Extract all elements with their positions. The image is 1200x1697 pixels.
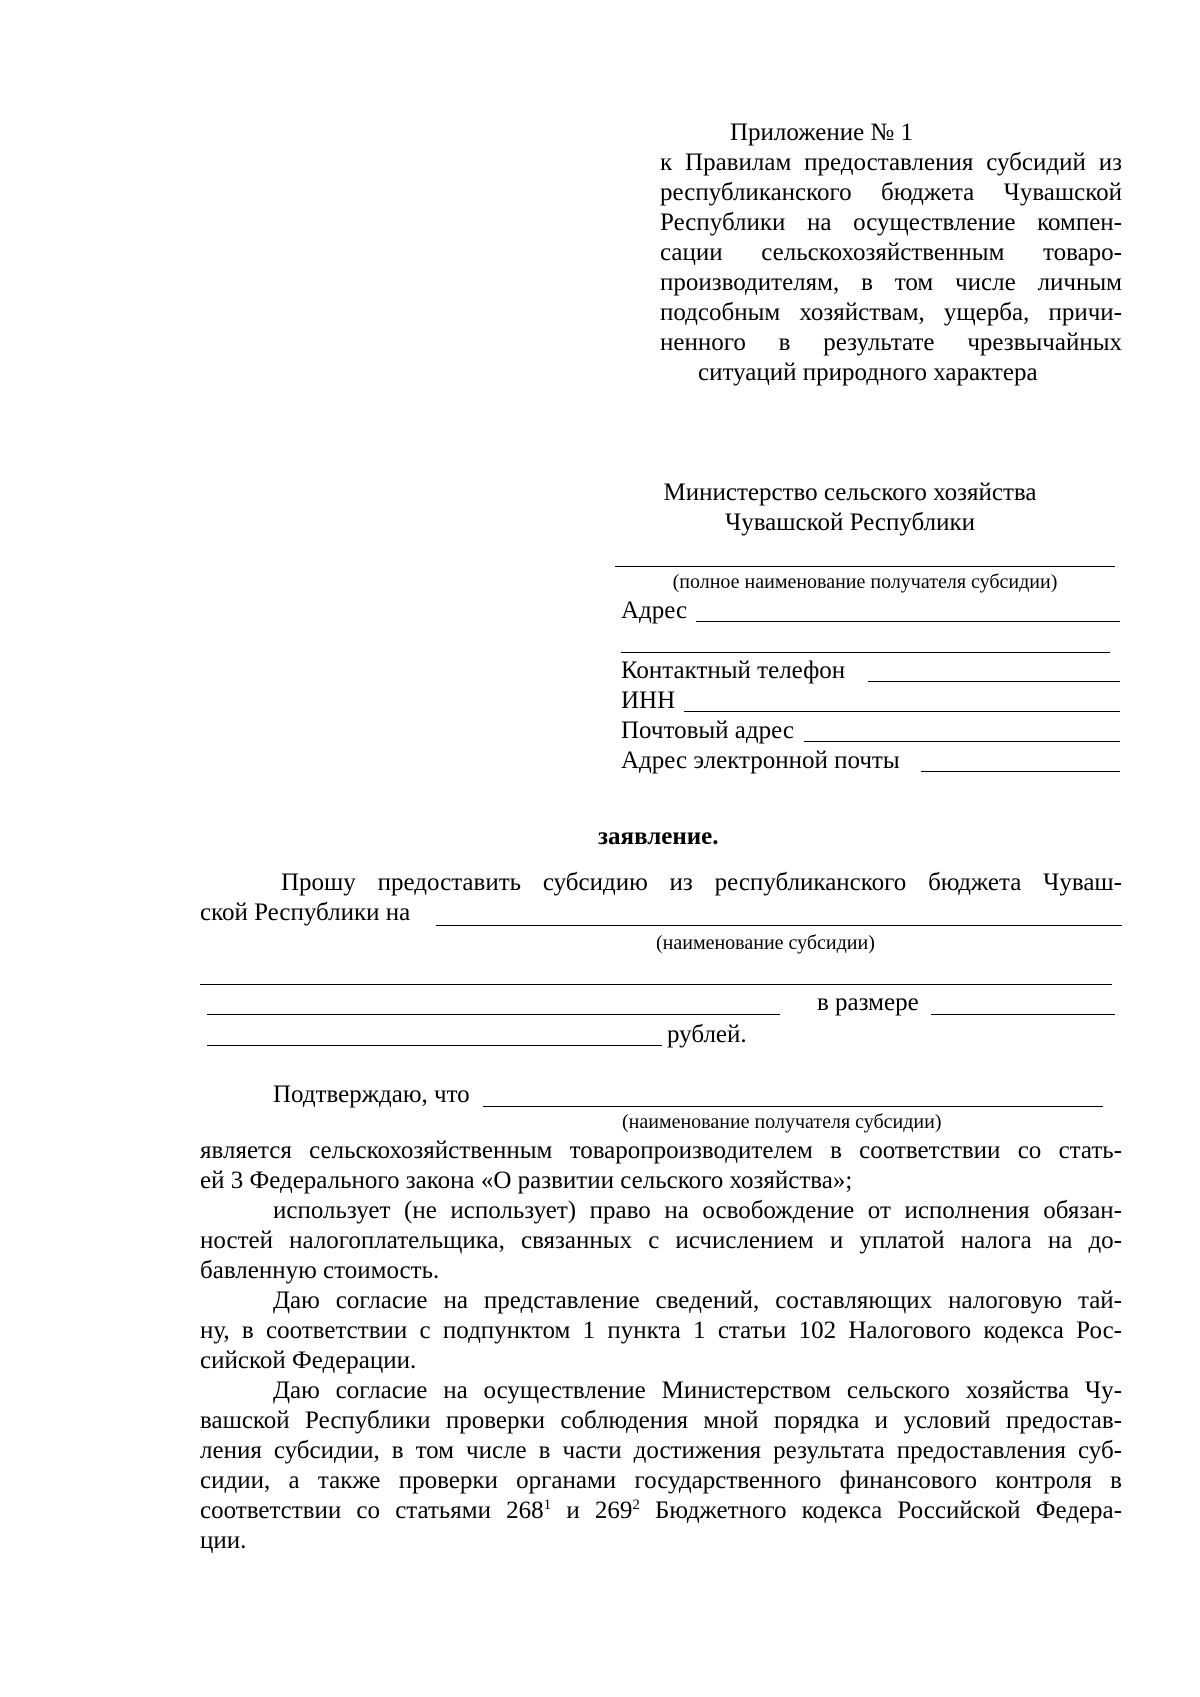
addressee-line: Чувашской Республики xyxy=(724,509,976,536)
confirmation-prefix: Подтверждаю, что xyxy=(273,1081,470,1108)
article-superscript: 1 xyxy=(543,1497,552,1513)
amount-label: в размере xyxy=(817,989,919,1016)
subsidy-name-field-line3[interactable] xyxy=(207,1014,780,1015)
inn-field[interactable] xyxy=(684,711,1120,712)
email-label: Адрес электронной почты xyxy=(621,747,900,774)
email-row xyxy=(621,746,1120,776)
recipient-confirm-caption: (наименование получателя субсидии) xyxy=(622,1111,942,1133)
subsidy-caption: (наименование субсидии) xyxy=(656,932,875,954)
inn-label: ИНН xyxy=(621,687,676,714)
address-row xyxy=(621,596,1120,626)
text-line: ей 3 Федерального закона «О развитии сельского хозяйства»; xyxy=(200,1167,853,1194)
text-line: ления субсидии, в том числе в части достижения результата предоставления суб- xyxy=(200,1437,1122,1464)
text-line: использует (не использует) право на освобождение от исполнения обязан- xyxy=(273,1197,1122,1224)
addressee-line: Министерство сельского хозяйства xyxy=(663,479,1037,506)
appendix-last-line: ситуаций природного характера xyxy=(698,359,1038,386)
text-line-with-footnotes xyxy=(200,1496,1122,1526)
text-line: Даю согласие на представление сведений, составляющих налоговую тай- xyxy=(273,1287,1122,1314)
phone-row xyxy=(621,656,1120,686)
text-line: бавленную стоимость. xyxy=(200,1257,440,1284)
document-heading: заявление. xyxy=(598,823,719,850)
text-line: сидии, а также проверки органами государственного финансового контроля в xyxy=(200,1467,1122,1494)
appendix-line: республиканского бюджета Чувашской xyxy=(660,179,1122,206)
address-field-line2[interactable] xyxy=(621,652,1110,653)
addressee xyxy=(600,478,1100,538)
appendix-title: Приложение № 1 xyxy=(730,119,914,146)
subsidy-name-field[interactable] xyxy=(436,925,1122,926)
article-superscript: 2 xyxy=(632,1497,640,1513)
currency-label: рублей. xyxy=(667,1021,747,1048)
appendix-line: к Правилам предоставления субсидий из xyxy=(660,149,1122,176)
amount-field[interactable] xyxy=(931,1014,1115,1015)
appendix-line: Республики на осуществление компен- xyxy=(660,209,1122,236)
recipient-confirm-field[interactable] xyxy=(483,1106,1103,1107)
postal-label: Почтовый адрес xyxy=(621,717,794,744)
text-line: сийской Федерации. xyxy=(200,1347,417,1374)
confirmation-paragraph xyxy=(200,1136,1122,1196)
phone-field[interactable] xyxy=(868,681,1120,682)
email-field[interactable] xyxy=(921,771,1120,772)
amount-words-field[interactable] xyxy=(207,1045,662,1046)
appendix-line: подсобным хозяйствам, ущерба, причи- xyxy=(660,299,1122,326)
text-line: является сельскохозяйственным товаропроизводителем в соответствии со стать- xyxy=(200,1137,1122,1164)
text-fragment: соответствии со статьями 268 xyxy=(200,1497,544,1524)
inn-row xyxy=(621,686,1120,716)
text-fragment: Бюджетного кодекса Российской Федера- xyxy=(639,1497,1122,1524)
subsidy-name-field-line2[interactable] xyxy=(200,984,1112,985)
text-line: ну, в соответствии с подпунктом 1 пункта 1 статьи 102 Налогового кодекса Рос- xyxy=(200,1317,1122,1344)
appendix-line: ненного в результате чрезвычайных xyxy=(660,329,1122,356)
address-field[interactable] xyxy=(696,621,1120,622)
audit-consent-paragraph xyxy=(200,1376,1122,1556)
tax-secret-paragraph xyxy=(200,1286,1122,1376)
postal-field[interactable] xyxy=(804,741,1120,742)
recipient-name-field[interactable] xyxy=(615,566,1115,567)
text-line: вашской Республики проверки соблюдения мной порядка и условий предостав- xyxy=(200,1407,1122,1434)
request-line: Прошу предоставить субсидию из республиканского бюджета Чуваш- xyxy=(281,869,1122,896)
recipient-name-caption: (полное наименование получателя субсидии) xyxy=(672,571,1058,593)
text-line: Даю согласие на осуществление Министерством сельского хозяйства Чу- xyxy=(273,1377,1122,1404)
address-label: Адрес xyxy=(621,597,688,624)
phone-label: Контактный телефон xyxy=(621,657,846,684)
appendix-line: сации сельскохозяйственным товаро- xyxy=(660,239,1122,266)
appendix-text xyxy=(660,148,1122,358)
postal-row xyxy=(621,716,1120,746)
request-line2-prefix: ской Республики на xyxy=(200,899,411,926)
text-line: ностей налогоплательщика, связанных с исчислением и уплатой налога на до- xyxy=(200,1227,1122,1254)
text-fragment: и 269 xyxy=(551,1497,633,1524)
text-line: ции. xyxy=(200,1527,247,1554)
appendix-line: производителям, в том числе личным xyxy=(660,269,1122,296)
vat-paragraph xyxy=(200,1196,1122,1286)
